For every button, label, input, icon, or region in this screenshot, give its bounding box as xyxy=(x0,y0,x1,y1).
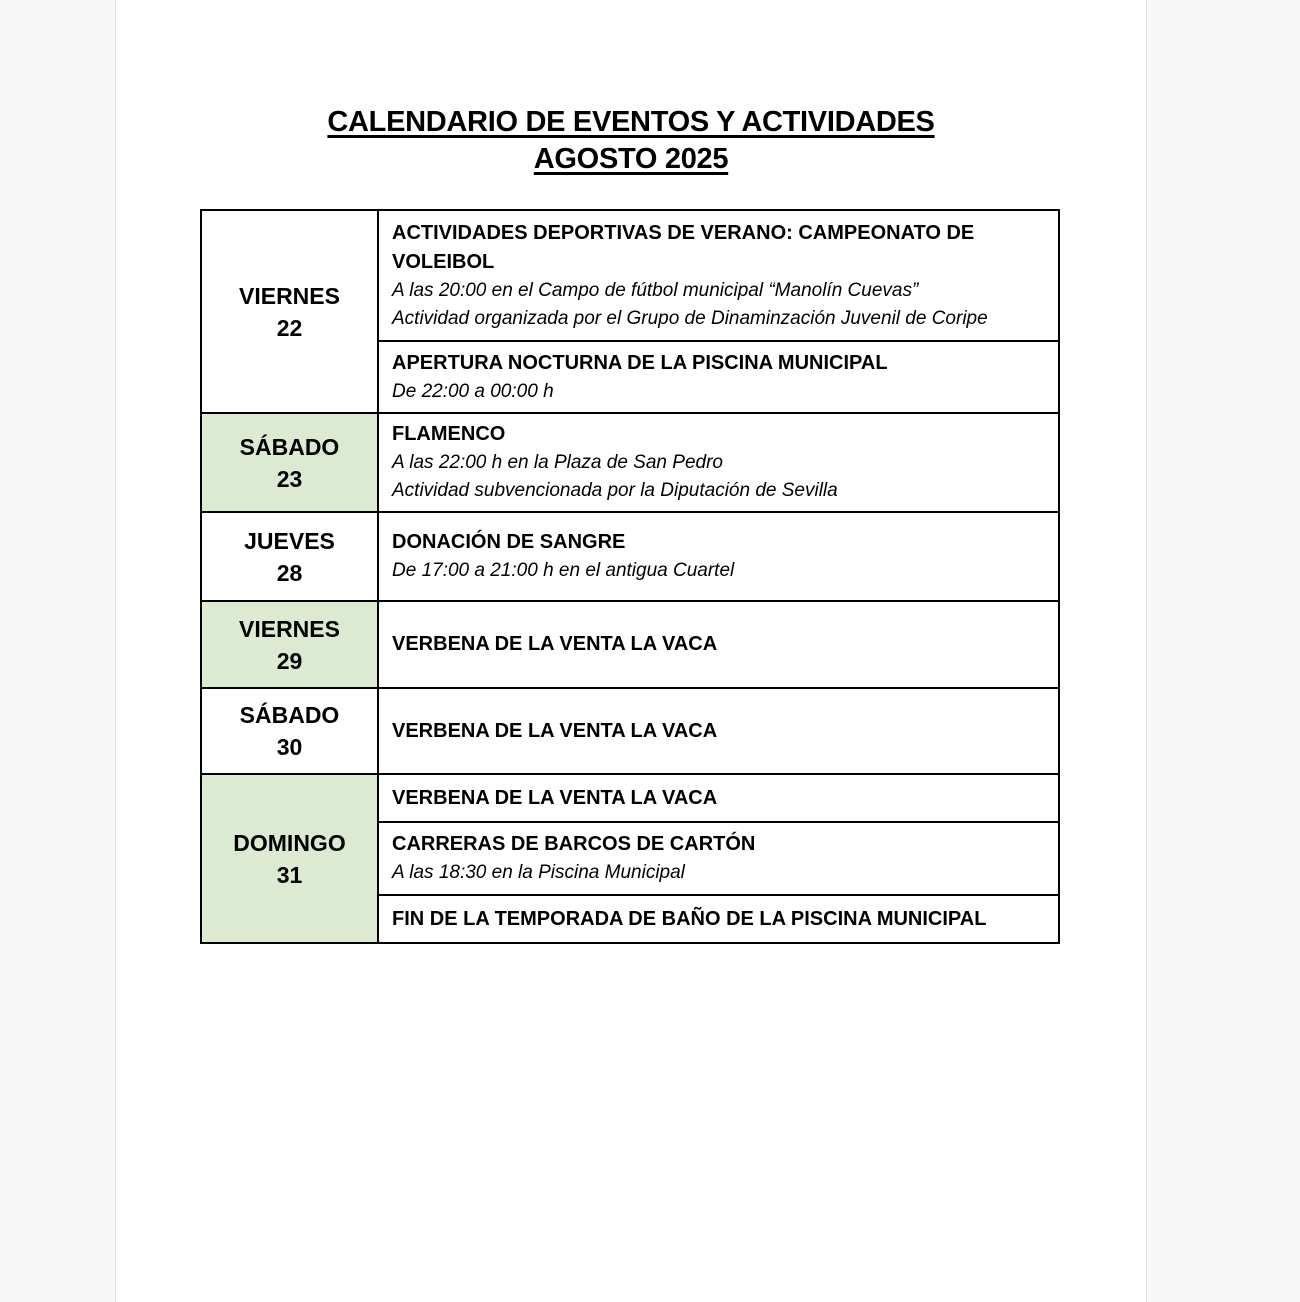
day-name: SÁBADO xyxy=(239,702,340,728)
table-row xyxy=(201,774,1059,822)
day-cell-viernes-29 xyxy=(201,601,378,688)
event-detail: A las 18:30 en la Piscina Municipal xyxy=(392,862,685,883)
event-title: FIN DE LA TEMPORADA DE BAÑO DE LA PISCINA MUNICIPAL xyxy=(392,907,987,930)
event-detail: De 22:00 a 00:00 h xyxy=(392,380,554,402)
document-page xyxy=(115,0,1147,1302)
event-title: VERBENA DE LA VENTA LA VACA xyxy=(392,719,718,742)
event-detail: Actividad subvencionada por la Diputación de Sevilla xyxy=(392,480,838,501)
event-title: ACTIVIDADES DEPORTIVAS DE VERANO: CAMPEONATO DE VOLEIBOL xyxy=(392,221,975,273)
day-cell-sabado-30 xyxy=(201,688,378,774)
event-cell xyxy=(378,210,1059,341)
event-title: DONACIÓN DE SANGRE xyxy=(392,531,626,553)
day-name: DOMINGO xyxy=(233,829,346,856)
day-number: 28 xyxy=(276,559,303,586)
day-cell-sabado-23 xyxy=(201,413,378,512)
events-table xyxy=(200,209,1060,944)
table-row xyxy=(201,512,1059,601)
event-title: VERBENA DE LA VENTA LA VACA xyxy=(392,633,718,655)
event-cell xyxy=(378,895,1059,943)
day-cell-jueves-28 xyxy=(201,512,378,601)
table-row xyxy=(201,210,1059,341)
event-detail: De 17:00 a 21:00 h en el antigua Cuartel xyxy=(392,560,735,581)
page-title xyxy=(116,104,1146,178)
event-cell xyxy=(378,413,1059,512)
event-cell xyxy=(378,341,1059,413)
event-detail: A las 20:00 en el Campo de fútbol municipal “Manolín Cuevas” xyxy=(392,279,919,301)
event-title: APERTURA NOCTURNA DE LA PISCINA MUNICIPAL xyxy=(392,351,888,374)
day-name: VIERNES xyxy=(239,282,340,309)
day-number: 31 xyxy=(276,861,303,888)
day-number: 23 xyxy=(276,465,303,492)
day-name: VIERNES xyxy=(239,615,340,642)
event-cell xyxy=(378,688,1059,774)
event-cell xyxy=(378,601,1059,688)
event-title: FLAMENCO xyxy=(392,423,506,445)
day-name: JUEVES xyxy=(244,527,335,554)
event-detail: Actividad organizada por el Grupo de Dinaminzación Juvenil de Coripe xyxy=(392,307,988,329)
day-name: SÁBADO xyxy=(239,433,340,460)
day-cell-domingo-31 xyxy=(201,774,378,943)
day-number: 29 xyxy=(276,647,303,674)
table-row xyxy=(201,601,1059,688)
table-row xyxy=(201,688,1059,774)
page-title-line-1: CALENDARIO DE EVENTOS Y ACTIVIDADES xyxy=(327,106,935,138)
event-title: CARRERAS DE BARCOS DE CARTÓN xyxy=(392,833,756,855)
day-cell-viernes-22 xyxy=(201,210,378,413)
page-title-line-2: AGOSTO 2025 xyxy=(533,143,729,175)
event-detail: A las 22:00 h en la Plaza de San Pedro xyxy=(392,452,723,473)
day-number: 22 xyxy=(276,314,303,341)
table-row xyxy=(201,413,1059,512)
event-cell xyxy=(378,774,1059,822)
event-cell xyxy=(378,822,1059,895)
day-number: 30 xyxy=(276,734,303,760)
event-title: VERBENA DE LA VENTA LA VACA xyxy=(392,786,718,809)
event-cell xyxy=(378,512,1059,601)
